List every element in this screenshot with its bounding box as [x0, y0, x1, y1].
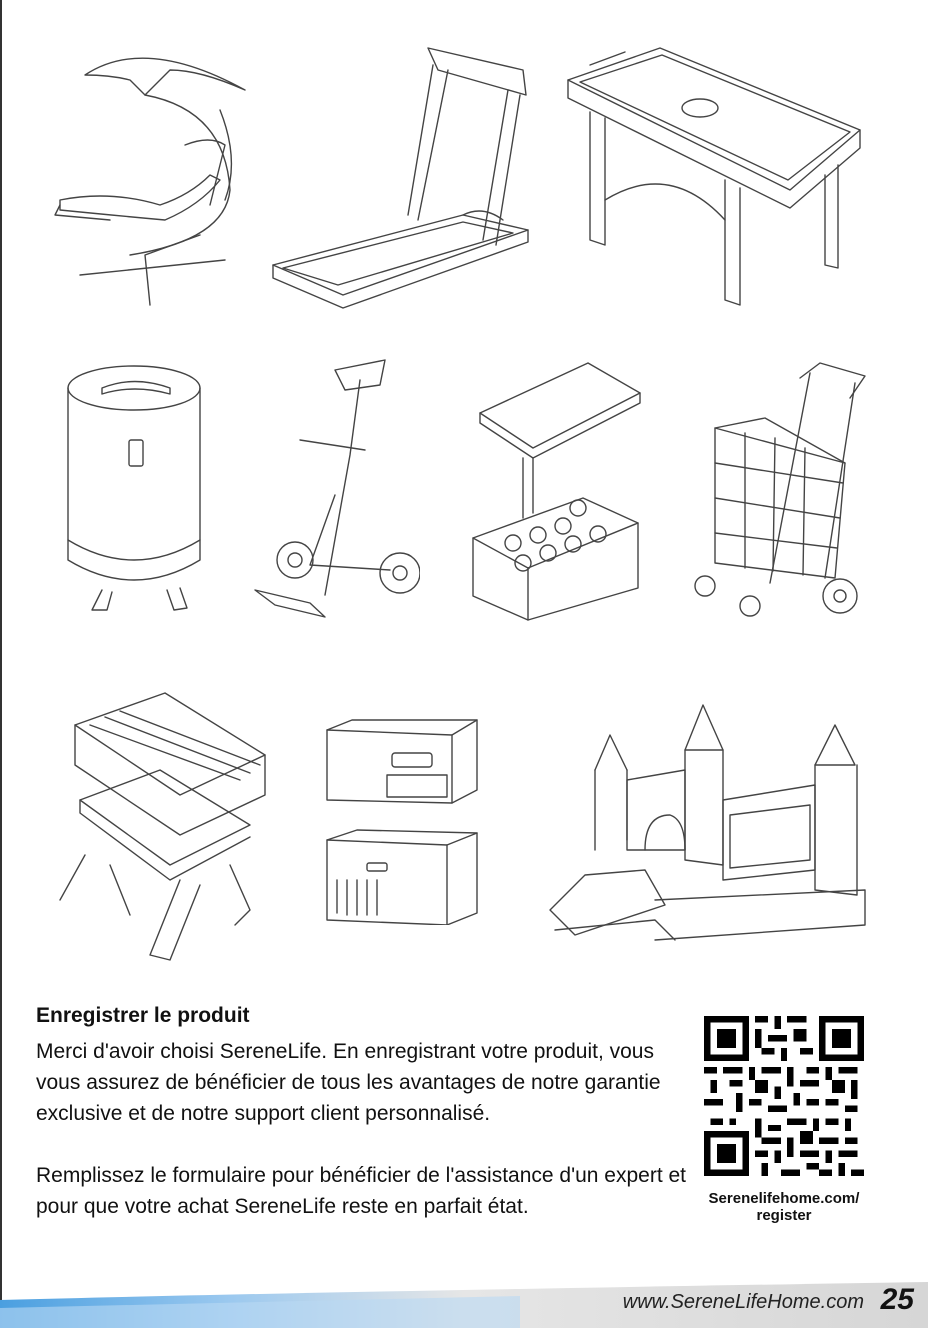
register-paragraph-2: Remplissez le formulaire pour bénéficier de l'assistance d'un expert et pour que votre achat SereneLife reste en parfait état. — [36, 1164, 687, 1218]
cooler-box-icon — [322, 715, 482, 925]
shopping-cart-icon — [685, 358, 870, 623]
register-paragraph-1: Merci d'avoir choisi SereneLife. En enregistrant votre produit, vous vous assurez de bénéficier de tous les avantages de notre garantie exclusive et de notre support client personnalisé. — [36, 1040, 661, 1125]
air-hockey-table-icon — [560, 40, 870, 310]
bounce-house-icon — [545, 700, 870, 945]
folding-desk-icon — [468, 358, 643, 623]
qr-caption-line-1: Serenelifehome.com/ — [708, 1190, 860, 1207]
qr-caption — [694, 1190, 874, 1224]
register-heading: Enregistrer le produit — [36, 1004, 250, 1027]
footer-url[interactable]: www.SereneLifeHome.com — [622, 1291, 864, 1313]
qr-caption-line-2: register — [756, 1207, 812, 1224]
foosball-table-icon — [50, 685, 275, 970]
golf-push-cart-icon — [250, 355, 420, 630]
register-section — [36, 1000, 696, 1222]
page-border — [0, 0, 2, 1328]
treadmill-icon — [268, 40, 533, 310]
qr-code[interactable] — [704, 1016, 864, 1176]
hanging-chaise-lounge-icon — [50, 40, 250, 310]
page-number: 25 — [880, 1283, 914, 1316]
portable-washer-icon — [62, 360, 207, 625]
